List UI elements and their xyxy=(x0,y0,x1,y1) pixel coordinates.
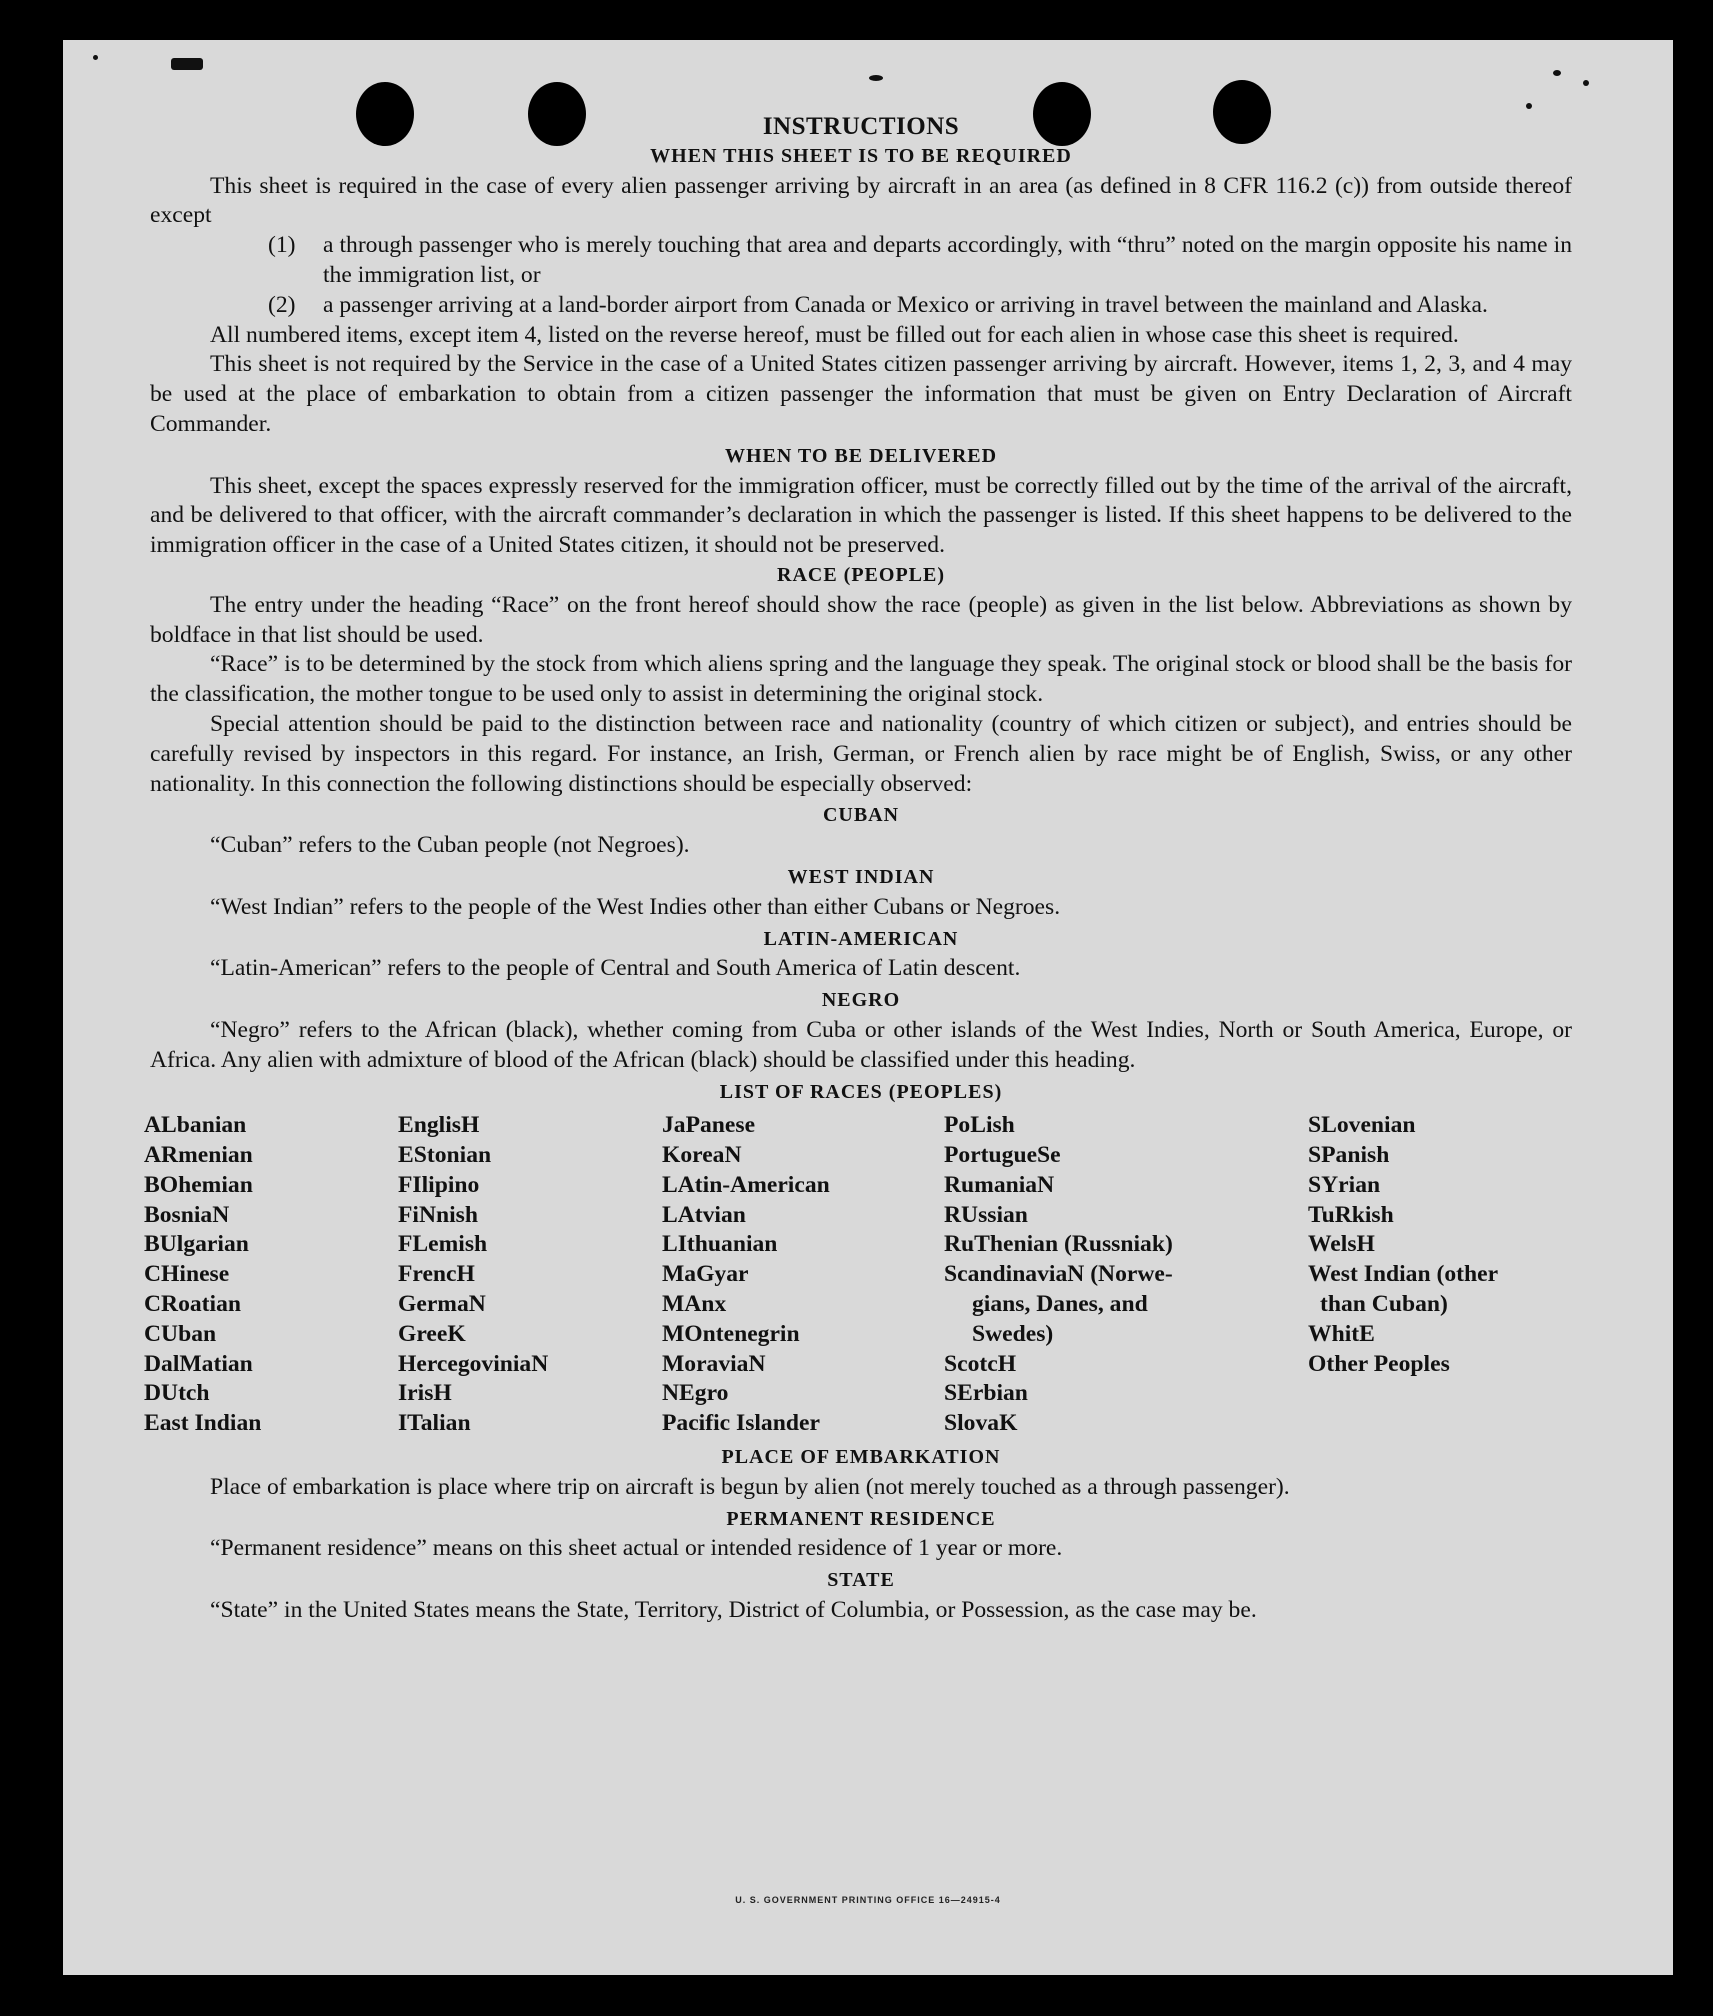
race-entry: TuRkish xyxy=(1308,1201,1394,1228)
paragraph: All numbered items, except item 4, listed on the reverse hereof, must be filled out for each alien in whose case this sheet is required. xyxy=(210,321,1459,348)
race-entry: LIthuanian xyxy=(662,1231,778,1258)
races-list xyxy=(144,1111,1572,1439)
race-entry: LAtin-American xyxy=(662,1171,830,1198)
heading-place-of-embarkation: PLACE OF EMBARKATION xyxy=(721,1446,1001,1469)
heading-negro: NEGRO xyxy=(821,989,901,1012)
race-entry: than Cuban) xyxy=(1320,1291,1448,1318)
paragraph: “Negro” refers to the African (black), whether coming from Cuba or other islands of the West Indies, North or South America, Europe, or Africa. Any alien with admixture of blood of the African (black) should be classified under this heading. xyxy=(150,1016,1572,1073)
race-entry: MOntenegrin xyxy=(662,1320,800,1347)
heading-when-delivered: WHEN TO BE DELIVERED xyxy=(724,444,998,467)
race-entry: West Indian (other xyxy=(1308,1261,1499,1288)
race-entry: SErbian xyxy=(944,1380,1028,1407)
paragraph: Special attention should be paid to the distinction between race and nationality (country of which citizen or subject), and entries should be carefully revised by inspectors in this regard. For instance, an Irish, German, or French alien by race might be of English, Swiss, or any other nationality. In this connection the following distinctions should be especially observed: xyxy=(150,710,1572,797)
paragraph: Place of embarkation is place where trip on aircraft is begun by alien (not merely touched as a through passenger). xyxy=(210,1473,1290,1500)
page-title: INSTRUCTIONS xyxy=(762,113,960,140)
race-entry: WelsH xyxy=(1308,1231,1375,1258)
race-entry: BUlgarian xyxy=(144,1231,249,1258)
heading-list-of-races: LIST OF RACES (PEOPLES) xyxy=(719,1080,1003,1103)
race-entry: RumaniaN xyxy=(944,1171,1055,1198)
race-entry: JaPanese xyxy=(662,1112,756,1139)
ink-speck xyxy=(1583,80,1589,86)
race-entry: East Indian xyxy=(144,1410,262,1437)
item-text: a passenger arriving at a land-border airport from Canada or Mexico or arriving in travel between the mainland and Alaska. xyxy=(323,291,1488,318)
race-entry: MoraviaN xyxy=(662,1350,766,1377)
heading-when-required: WHEN THIS SHEET IS TO BE REQUIRED xyxy=(650,144,1072,167)
race-entry: FiNnish xyxy=(398,1201,478,1228)
race-entry: EStonian xyxy=(398,1142,492,1169)
race-entry: Other Peoples xyxy=(1308,1350,1450,1377)
instructions-text xyxy=(144,112,1572,1626)
races-column xyxy=(144,1111,398,1439)
ink-speck xyxy=(1553,70,1561,76)
race-entry: ScotcH xyxy=(944,1350,1017,1377)
race-entry: Pacific Islander xyxy=(662,1410,820,1437)
race-entry: SYrian xyxy=(1308,1171,1381,1198)
race-entry: MAnx xyxy=(662,1291,727,1318)
race-entry: RUssian xyxy=(944,1201,1028,1228)
races-column xyxy=(1308,1111,1568,1439)
race-entry: MaGyar xyxy=(662,1261,749,1288)
race-entry: SlovaK xyxy=(944,1410,1018,1437)
item-number: (1) xyxy=(268,232,296,259)
race-entry: RuThenian (Russniak) xyxy=(944,1231,1173,1258)
races-column xyxy=(662,1111,944,1439)
printer-imprint: U. S. GOVERNMENT PRINTING OFFICE 16—24915-4 xyxy=(735,1895,1001,1905)
paragraph: “West Indian” refers to the people of the West Indies other than either Cubans or Negroes. xyxy=(210,893,1061,920)
race-entry: EnglisH xyxy=(398,1112,480,1139)
race-entry: BosniaN xyxy=(144,1201,230,1228)
heading-west-indian: WEST INDIAN xyxy=(787,865,935,888)
races-column xyxy=(398,1111,662,1439)
ink-speck xyxy=(869,75,883,81)
race-entry: SLovenian xyxy=(1308,1112,1416,1139)
race-entry: FIlipino xyxy=(398,1171,480,1198)
race-entry: ScandinaviaN (Norwe- xyxy=(944,1261,1173,1288)
list-item xyxy=(150,231,1572,291)
race-entry: LAtvian xyxy=(662,1201,746,1228)
paragraph: This sheet, except the spaces expressly reserved for the immigration officer, must be correctly filled out by the time of the arrival of the aircraft, and be delivered to that officer, with the aircraft commander’s declaration in which the passenger is listed. If this sheet happens to be delivered to the immigration officer in the case of a United States citizen, it should not be preserved. xyxy=(150,472,1572,559)
race-entry: FLemish xyxy=(398,1231,488,1258)
race-entry: DalMatian xyxy=(144,1350,253,1377)
race-entry: Swedes) xyxy=(972,1320,1054,1347)
paragraph: “Latin-American” refers to the people of Central and South America of Latin descent. xyxy=(210,955,1021,982)
race-entry: FrencH xyxy=(398,1261,475,1288)
paragraph: “Race” is to be determined by the stock from which aliens spring and the language they speak. The original stock or blood shall be the basis for the classification, the mother tongue to be used only to assist in determining the original stock. xyxy=(150,651,1572,708)
race-entry: BOhemian xyxy=(144,1171,253,1198)
list-item xyxy=(150,291,1572,321)
heading-permanent-residence: PERMANENT RESIDENCE xyxy=(726,1507,996,1530)
heading-state: STATE xyxy=(827,1569,895,1592)
heading-race: RACE (PEOPLE) xyxy=(777,563,945,586)
heading-latin-american: LATIN-AMERICAN xyxy=(763,927,959,950)
paragraph: This sheet is not required by the Service in the case of a United States citizen passenger arriving by aircraft. However, items 1, 2, 3, and 4 may be used at the place of embarkation to obtain from a citizen passenger the information that must be given on Entry Declaration of Aircraft Commander. xyxy=(150,351,1572,437)
race-entry: PortugueSe xyxy=(944,1142,1061,1169)
paragraph: “Cuban” refers to the Cuban people (not Negroes). xyxy=(210,832,690,859)
ink-speck xyxy=(1526,103,1532,109)
item-number: (2) xyxy=(268,291,296,318)
ink-speck xyxy=(93,55,98,60)
race-entry: ITalian xyxy=(398,1410,471,1437)
paragraph: “Permanent residence” means on this sheet actual or intended residence of 1 year or more. xyxy=(210,1535,1063,1562)
race-entry: GreeK xyxy=(398,1320,466,1347)
race-entry: WhitE xyxy=(1308,1320,1375,1347)
race-entry: IrisH xyxy=(398,1380,452,1407)
race-entry: DUtch xyxy=(144,1380,210,1407)
races-column xyxy=(944,1111,1308,1439)
race-entry: CRoatian xyxy=(144,1291,242,1318)
ink-smudge xyxy=(171,58,203,70)
heading-cuban: CUBAN xyxy=(822,804,900,827)
race-entry: ALbanian xyxy=(144,1112,247,1139)
race-entry: GermaN xyxy=(398,1291,486,1318)
race-entry: gians, Danes, and xyxy=(972,1291,1148,1318)
race-entry: NEgro xyxy=(662,1380,729,1407)
race-entry: ARmenian xyxy=(144,1142,253,1169)
paragraph: This sheet is required in the case of every alien passenger arriving by aircraft in an area (as defined in 8 CFR 116.2 (c)) from outside thereof except xyxy=(150,172,1572,229)
race-entry: HercegoviniaN xyxy=(398,1350,549,1377)
paragraph: The entry under the heading “Race” on the front hereof should show the race (people) as given in the list below. Abbreviations as shown by boldface in that list should be used. xyxy=(150,591,1572,648)
race-entry: KoreaN xyxy=(662,1142,742,1169)
race-entry: SPanish xyxy=(1308,1142,1390,1169)
race-entry: CHinese xyxy=(144,1261,230,1288)
item-text: a through passenger who is merely touching that area and departs accordingly, with “thru” noted on the margin opposite his name in the immigration list, or xyxy=(323,232,1572,288)
paragraph: “State” in the United States means the State, Territory, District of Columbia, or Possession, as the case may be. xyxy=(210,1597,1257,1624)
race-entry: PoLish xyxy=(944,1112,1015,1139)
race-entry: CUban xyxy=(144,1320,217,1347)
